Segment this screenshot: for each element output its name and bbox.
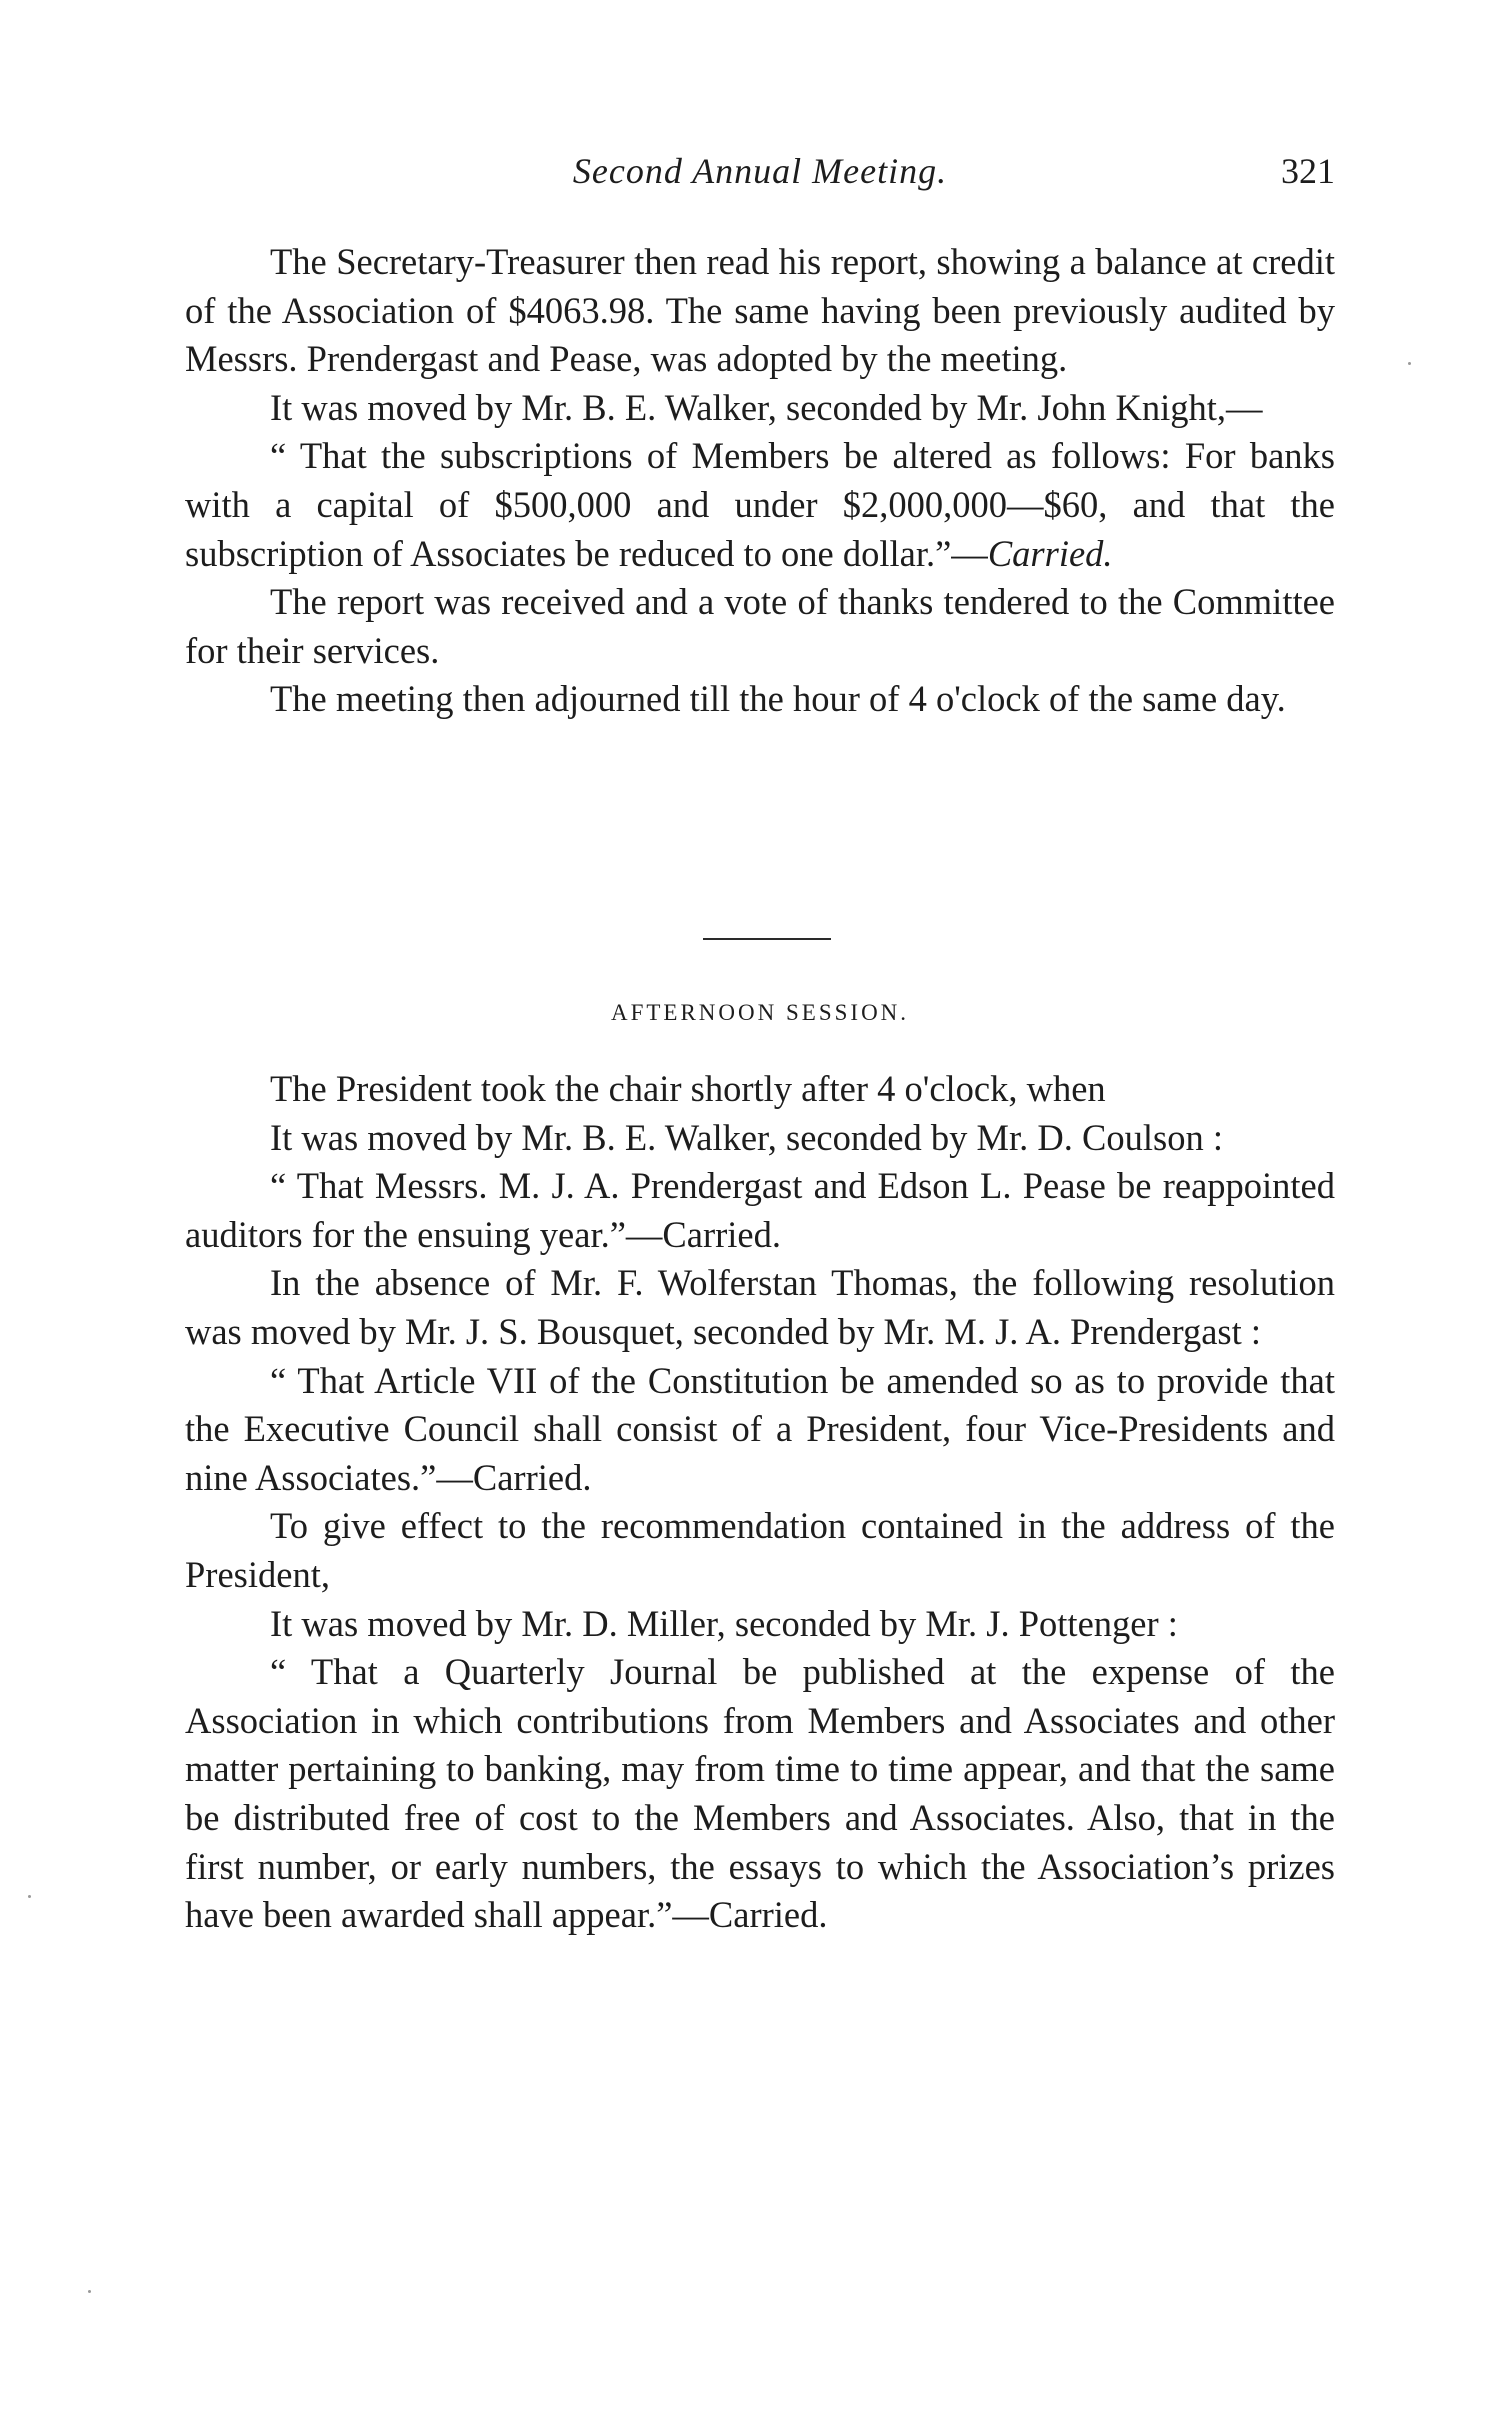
paragraph-resolution-subscriptions	[185, 432, 1335, 578]
speck	[1408, 362, 1411, 365]
speck	[88, 2290, 91, 2293]
paragraph: “ That Messrs. M. J. A. Prendergast and Edson L. Pease be reappointed auditors for the ensuing year.”—Carried.	[185, 1165, 1335, 1255]
paragraph: It was moved by Mr. B. E. Walker, seconded by Mr. John Knight,—	[270, 386, 1263, 428]
carried-italic: Carried.	[987, 532, 1113, 574]
paragraph: To give effect to the recommendation contained in the address of the President,	[185, 1505, 1335, 1595]
running-head	[185, 150, 1335, 200]
paragraph: “ That Article VII of the Constitution be amended so as to provide that the Executive Council shall consist of a President, four Vice-Presidents and nine Associates.”—Carried.	[185, 1359, 1335, 1498]
paragraph: It was moved by Mr. D. Miller, seconded by Mr. J. Pottenger :	[270, 1602, 1178, 1644]
speck	[28, 1895, 31, 1898]
text-block-morning	[185, 238, 1335, 724]
paragraph: It was moved by Mr. B. E. Walker, seconded by Mr. D. Coulson :	[270, 1116, 1223, 1158]
paragraph: The meeting then adjourned till the hour of 4 o'clock of the same day.	[270, 678, 1286, 720]
paragraph: The President took the chair shortly after 4 o'clock, when	[270, 1068, 1106, 1109]
section-divider	[703, 938, 831, 940]
page-number: 321	[1281, 151, 1335, 191]
paragraph: The report was received and a vote of thanks tendered to the Committee for their services.	[185, 581, 1335, 671]
paragraph: In the absence of Mr. F. Wolferstan Thomas, the following resolution was moved by Mr. J. S. Bousquet, seconded by Mr. M. J. A. Prendergast :	[185, 1262, 1335, 1352]
text-block-afternoon	[185, 1065, 1335, 1940]
section-heading: AFTERNOON SESSION.	[610, 1000, 910, 1025]
paragraph: “ That a Quarterly Journal be published at the expense of the Association in which contributions from Members and Associates and other matter pertaining to banking, may from time to time appear, and that the same be distributed free of cost to the Members and Associates. Also, that in the first number, or early numbers, the essays to which the Association’s prizes have been awarded shall appear.”—Carried.	[185, 1651, 1335, 1936]
paragraph: The Secretary-Treasurer then read his report, showing a balance at credit of the Association of $4063.98. The same having been previously audited by Messrs. Prendergast and Pease, was adopted by the meeting.	[185, 241, 1335, 380]
resolution-text: “ That the subscriptions of Members be altered as follows: For banks with a capital of $500,000 and under $2,000,000—$60, and that the subscription of Associates be reduced to one dollar.”—	[185, 435, 1335, 574]
running-title: Second Annual Meeting.	[572, 151, 948, 191]
